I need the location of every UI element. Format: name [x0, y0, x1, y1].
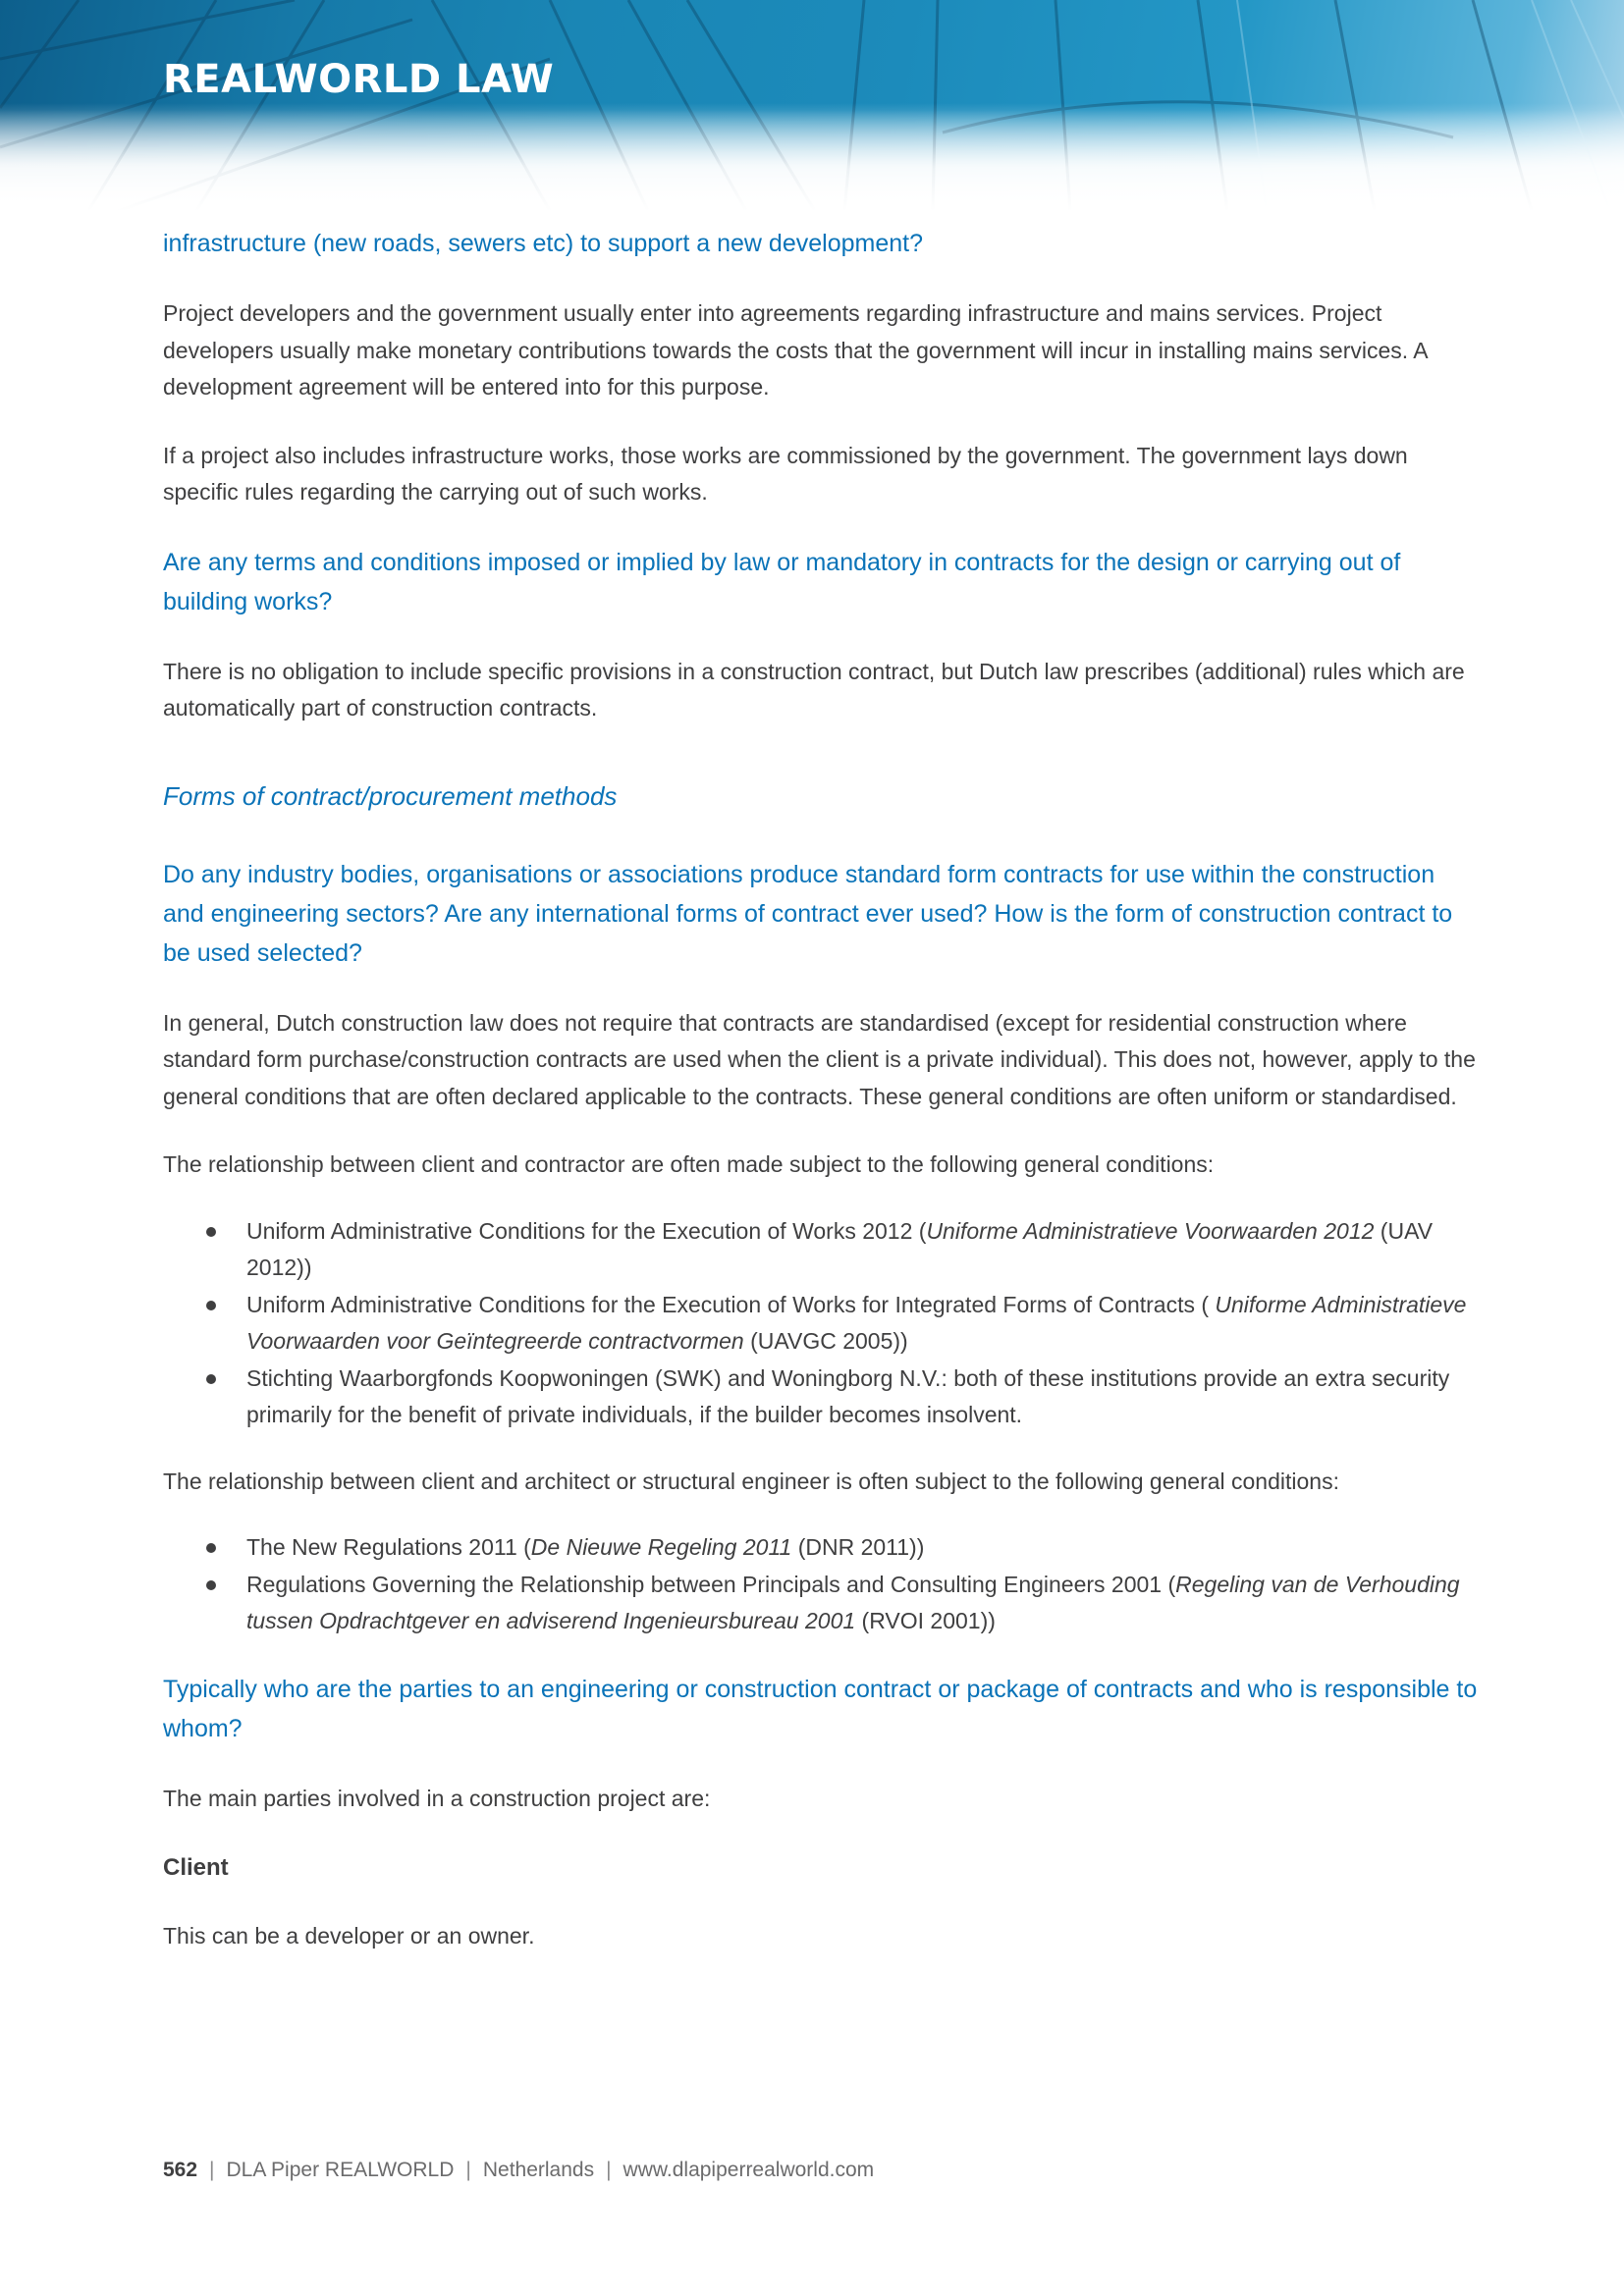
subheading-forms-of-contract: Forms of contract/procurement methods — [163, 780, 618, 811]
footer-country: Netherlands — [482, 2159, 595, 2181]
footer-publication: DLA Piper REALWORLD — [226, 2159, 455, 2181]
footer-separator: | — [465, 2159, 471, 2181]
header-banner — [0, 0, 1624, 211]
footer-separator: | — [606, 2159, 612, 2181]
footer-separator: | — [209, 2159, 215, 2181]
paragraph-client-architect: The relationship between client and architect or structural engineer is often subject to the following general conditions: — [163, 1468, 1339, 1494]
paragraph-client-contractor: The relationship between client and contractor are often made subject to the following general conditions: — [163, 1151, 1215, 1177]
party-label-client: Client — [163, 1854, 229, 1881]
architect-conditions-list — [163, 1529, 1479, 1640]
bullet-icon — [206, 1374, 216, 1384]
list-item: Regulations Governing the Relationship between Principals and Consulting Engineers 2001 (Regeling van de Verhouding tussen Opdrachtgever en adviserend Ingenieursbureau 2001 (RVOI 2001)) — [163, 1567, 1479, 1640]
paragraph-main-parties: The main parties involved in a construction project are: — [163, 1785, 711, 1811]
paragraph-no-obligation: There is no obligation to include specific provisions in a construction contract, but Dutch law prescribes (additional) rules which are automatically part of construction contracts. — [163, 658, 1465, 721]
question-heading-standard-forms: Do any industry bodies, organisations or associations produce standard form contracts for use within the construction and engineering sectors? Are any international forms of contract ever used? How is the form of construction contract to be used selected? — [163, 860, 1453, 967]
paragraph-infrastructure-works: If a project also includes infrastructure works, those works are commissioned by the government. The government lays down specific rules regarding the carrying out of such works. — [163, 442, 1408, 505]
question-heading-terms-conditions: Are any terms and conditions imposed or implied by law or mandatory in contracts for the design or carrying out of building works? — [163, 548, 1401, 615]
paragraph-dutch-construction-law: In general, Dutch construction law does not require that contracts are standardised (except for residential construction where standard form purchase/construction contracts are used when the client is a private individual). This does not, however, apply to the general conditions that are often declared applicable to the contracts. These general conditions are often uniform or standardised. — [163, 1009, 1476, 1109]
bullet-icon — [206, 1543, 216, 1553]
bullet-icon — [206, 1301, 216, 1310]
list-item: Stichting Waarborgfonds Koopwoningen (SWK) and Woningborg N.V.: both of these institutions provide an extra security primarily for the benefit of private individuals, if the builder becomes insolvent. — [163, 1361, 1479, 1434]
page-number: 562 — [163, 2159, 198, 2181]
question-heading-infrastructure: infrastructure (new roads, sewers etc) to support a new development? — [163, 230, 923, 257]
question-heading-parties: Typically who are the parties to an engineering or construction contract or package of contracts and who is responsible to whom? — [163, 1675, 1478, 1742]
contractor-conditions-list — [163, 1213, 1479, 1434]
footer-website-link[interactable]: www.dlapiperrealworld.com — [623, 2159, 875, 2181]
page-footer — [163, 2159, 874, 2182]
document-body — [163, 224, 1479, 1955]
paragraph-client-description: This can be a developer or an owner. — [163, 1923, 535, 1949]
list-item: The New Regulations 2011 (De Nieuwe Regeling 2011 (DNR 2011)) — [163, 1529, 1479, 1567]
list-item: Uniform Administrative Conditions for the Execution of Works for Integrated Forms of Contracts ( Uniforme Administratieve Voorwaarden voor Geïntegreerde contractvormen (UAVGC 2005)) — [163, 1287, 1479, 1361]
bullet-icon — [206, 1580, 216, 1590]
banner-fade — [0, 103, 1624, 211]
list-item: Uniform Administrative Conditions for the Execution of Works 2012 (Uniforme Administratieve Voorwaarden 2012 (UAV 2012)) — [163, 1213, 1479, 1287]
page-header-title: REALWORLD LAW — [163, 57, 555, 102]
bullet-icon — [206, 1227, 216, 1237]
paragraph-infrastructure-agreements: Project developers and the government usually enter into agreements regarding infrastructure and mains services. Project developers usually make monetary contributions towards the costs that the government will incur in installing mains services. A development agreement will be entered into for this purpose. — [163, 300, 1428, 400]
